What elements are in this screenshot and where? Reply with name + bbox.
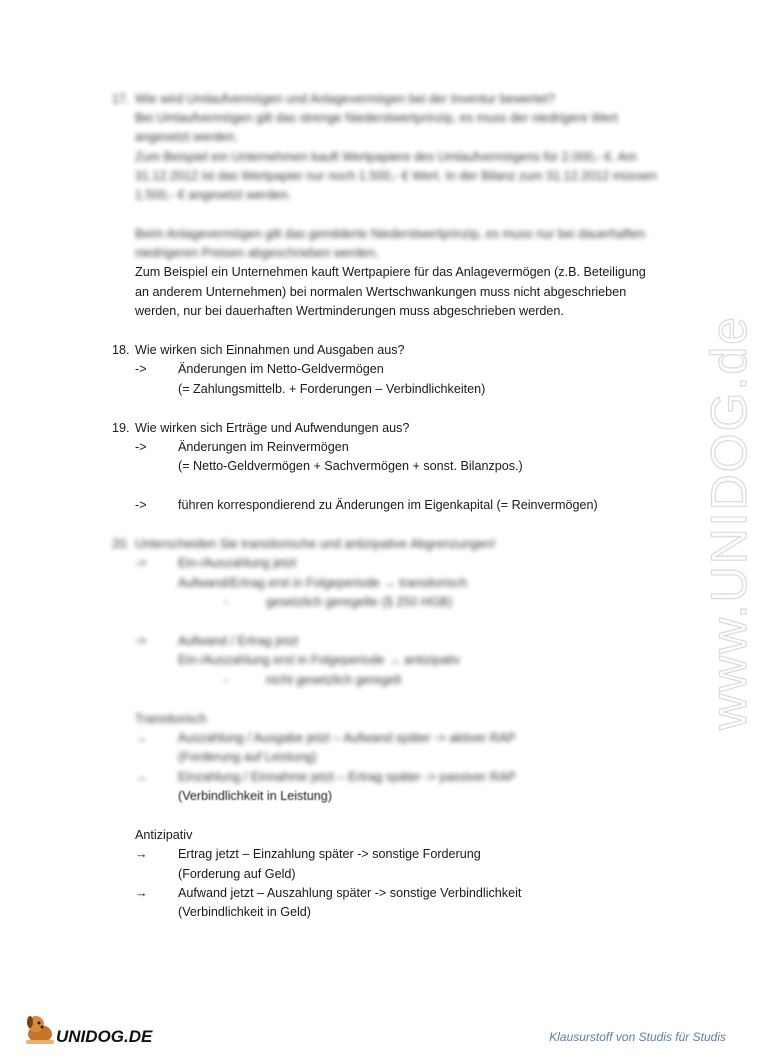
dash-marker: -	[224, 673, 229, 687]
answer-line: Aufwand jetzt – Auszahlung später -> sonstige Verbindlichkeit	[178, 886, 522, 900]
answer-line: (= Netto-Geldvermögen + Sachvermögen + sonst. Bilanzpos.)	[178, 459, 523, 473]
answer-line: Beim Anlagevermögen gilt das gemilderte Niederstwertprinzip, es muss nur bei dauerhaften	[135, 227, 646, 241]
answer-line: Ertrag jetzt – Einzahlung später -> sonstige Forderung	[178, 847, 481, 861]
answer-line: Änderungen im Reinvermögen	[178, 440, 349, 454]
arrow-marker: →	[135, 886, 148, 900]
answer-line: nicht gesetzlich geregelt	[266, 673, 402, 687]
arrow-marker: →	[135, 847, 148, 861]
question-text: Wie wirken sich Erträge und Aufwendungen aus?	[135, 421, 410, 435]
arrow-marker: ->	[135, 498, 147, 512]
answer-line: (Forderung auf Geld)	[178, 867, 296, 881]
answer-line: Zum Beispiel ein Unternehmen kauft Wertpapiere des Umlaufvermögens für 2.000,- €. Am	[135, 150, 637, 164]
watermark-text: www.UNIDOG.de	[701, 315, 757, 730]
arrow-marker: ->	[135, 556, 147, 570]
question-text: Wie wirken sich Einnahmen und Ausgaben aus?	[135, 343, 405, 357]
answer-line: niedrigeren Preisen abgeschrieben werden.	[135, 246, 379, 260]
question-text: Unterscheiden Sie transitorische und antizipative Abgrenzungen!	[135, 537, 496, 551]
answer-line: 1.500,- € angesetzt werden.	[135, 188, 292, 202]
dash-marker: -	[224, 595, 229, 609]
logo-text: UNIDOG.DE	[56, 1027, 153, 1046]
section-label: Transitorisch	[135, 712, 207, 726]
watermark	[628, 280, 778, 740]
question-number: 19.	[112, 421, 130, 435]
answer-line: Ein-/Auszahlung erst in Folgeperiode → antizipativ	[178, 653, 461, 667]
answer-line: werden, nur bei dauerhaften Wertminderungen muss abgeschrieben werden.	[135, 304, 564, 318]
answer-line: Ein-/Auszahlung jetzt	[178, 556, 297, 570]
answer-line: Bei Umlaufvermögen gilt das strenge Niederstwertprinzip, es muss der niedrigere Wert	[135, 111, 618, 125]
answer-line: Aufwand / Ertrag jetzt	[178, 634, 299, 648]
answer-line: gesetzlich geregelte (§ 250 HGB)	[266, 595, 453, 609]
answer-line: Einzahlung / Einnahme jetzt – Ertrag später -> passiver RAP	[178, 770, 516, 784]
answer-line: an anderem Unternehmen) bei normalen Wertschwankungen muss nicht abgeschrieben	[135, 285, 627, 299]
unidog-logo	[22, 1012, 182, 1048]
answer-line: (Verbindlichkeit in Geld)	[178, 905, 311, 919]
question-text: Wie wird Umlaufvermögen und Anlagevermögen bei der Inventur bewertet?	[135, 92, 556, 106]
question-number: 17.	[112, 92, 130, 106]
answer-line: Auszahlung / Ausgabe jetzt – Aufwand später -> aktiver RAP	[178, 731, 516, 745]
answer-line: angesetzt werden.	[135, 130, 238, 144]
section-label: Antizipativ	[135, 828, 193, 842]
question-number: 20.	[112, 537, 130, 551]
answer-line: führen korrespondierend zu Änderungen im Eigenkapital (= Reinvermögen)	[178, 498, 598, 512]
question-number: 18.	[112, 343, 130, 357]
footer-tagline: Klausurstoff von Studis für Studis	[549, 1030, 726, 1044]
answer-line: Zum Beispiel ein Unternehmen kauft Wertpapiere für das Anlagevermögen (z.B. Beteiligung	[135, 265, 646, 279]
answer-line: (= Zahlungsmittelb. + Forderungen – Verbindlichkeiten)	[178, 382, 486, 396]
answer-line: 31.12.2012 ist das Wertpapier nur noch 1.500,- € Wert. In der Bilanz zum 31.12.2012 müssen	[135, 169, 657, 183]
arrow-marker: →	[135, 770, 148, 784]
arrow-marker: ->	[135, 634, 147, 648]
arrow-marker: ->	[135, 362, 147, 376]
arrow-marker: ->	[135, 440, 147, 454]
dog-mascot-icon	[22, 1012, 182, 1048]
answer-line: Änderungen im Netto-Geldvermögen	[178, 362, 384, 376]
answer-line: (Forderung auf Leistung)	[178, 750, 317, 764]
answer-line: Aufwand/Ertrag erst in Folgeperiode → transitorisch	[178, 576, 468, 590]
answer-line: (Verbindlichkeit in Leistung)	[178, 789, 333, 803]
arrow-marker: →	[135, 731, 148, 745]
